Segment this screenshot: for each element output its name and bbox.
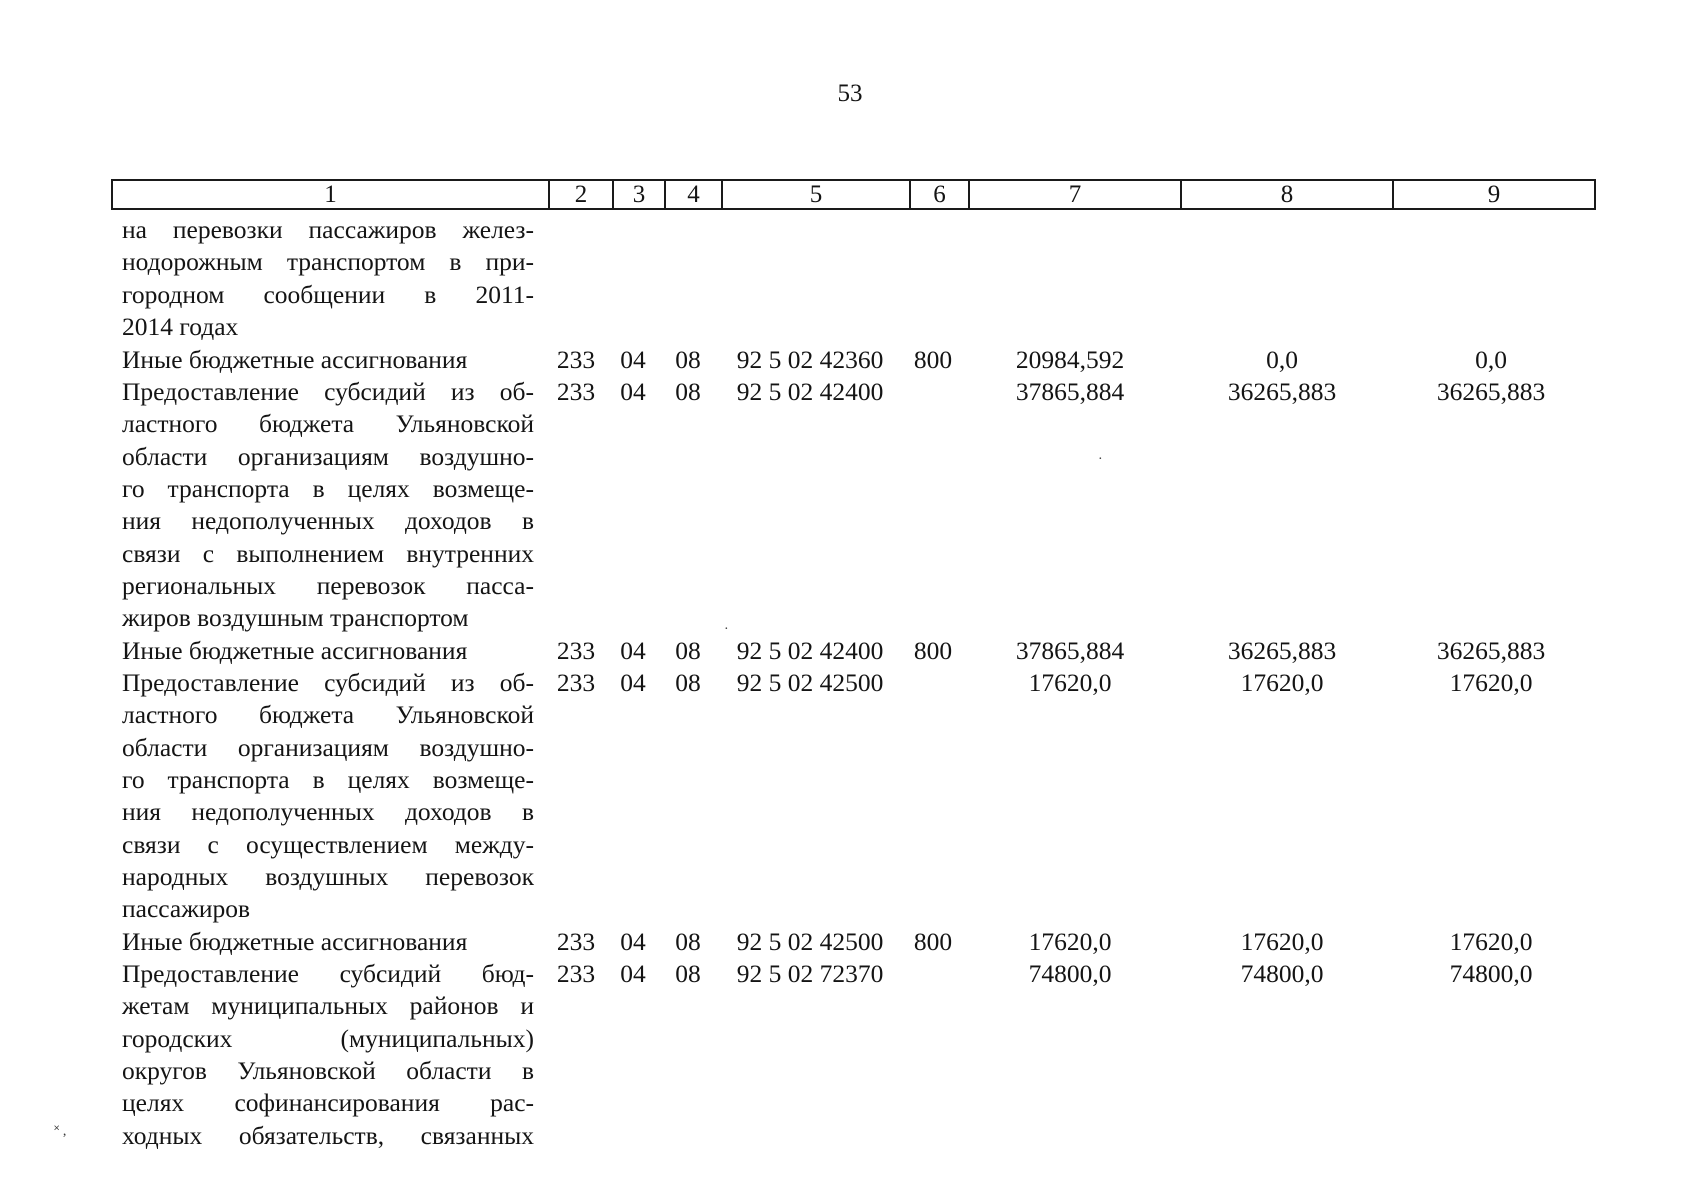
- header-col-8: 8: [1181, 180, 1393, 209]
- cell-col-2: 233: [556, 959, 596, 988]
- cell-col-7: 17620,0: [1028, 668, 1112, 697]
- cell-col-9: 36265,883: [1436, 636, 1546, 665]
- row-description-line: ния недополученных доходов в: [122, 797, 534, 826]
- cell-col-4: 08: [675, 345, 701, 374]
- cell-col-3: 04: [620, 345, 646, 374]
- cell-col-2: 233: [556, 345, 596, 374]
- row-description-line: го транспорта в целях возмеще-: [122, 765, 534, 794]
- scan-speck: ·: [724, 622, 729, 637]
- row-description-line: жетам муниципальных районов и: [122, 991, 534, 1020]
- cell-col-5: 92 5 02 42400: [736, 636, 884, 665]
- header-col-7: 7: [969, 180, 1181, 209]
- scan-speck: ·: [1098, 452, 1103, 467]
- cell-col-9: 36265,883: [1436, 377, 1546, 406]
- header-col-5: 5: [722, 180, 910, 209]
- continuation-line: городном сообщении в 2011-: [122, 280, 534, 309]
- cell-col-2: 233: [556, 668, 596, 697]
- row-description-line: го транспорта в целях возмеще-: [122, 474, 534, 503]
- cell-col-8: 74800,0: [1240, 959, 1324, 988]
- cell-col-7: 37865,884: [1015, 377, 1125, 406]
- continuation-line: нодорожным транспортом в при-: [122, 247, 534, 276]
- cell-col-3: 04: [620, 668, 646, 697]
- row-description-line: области организациям воздушно-: [122, 733, 534, 762]
- header-col-4: 4: [665, 180, 722, 209]
- row-description-line: связи с осуществлением между-: [122, 830, 534, 859]
- cell-col-8: 36265,883: [1227, 377, 1337, 406]
- row-description-line: Предоставление субсидий из об-: [122, 377, 534, 406]
- cell-col-2: 233: [556, 927, 596, 956]
- row-description-line: ния недополученных доходов в: [122, 506, 534, 535]
- cell-col-5: 92 5 02 42500: [736, 927, 884, 956]
- row-description-line: городских (муниципальных): [122, 1024, 534, 1053]
- cell-col-9: 0,0: [1475, 345, 1507, 374]
- header-col-3: 3: [613, 180, 665, 209]
- row-description-line: округов Ульяновской области в: [122, 1056, 534, 1085]
- page-number: 53: [837, 80, 863, 107]
- cell-col-7: 20984,592: [1015, 345, 1125, 374]
- cell-col-4: 08: [675, 636, 701, 665]
- cell-col-4: 08: [675, 959, 701, 988]
- cell-col-6: 800: [913, 927, 953, 956]
- cell-col-5: 92 5 02 72370: [736, 959, 884, 988]
- cell-col-8: 36265,883: [1227, 636, 1337, 665]
- cell-col-3: 04: [620, 927, 646, 956]
- row-description-line: ходных обязательств, связанных: [122, 1121, 534, 1150]
- row-description-line: Иные бюджетные ассигнования: [122, 927, 468, 956]
- cell-col-5: 92 5 02 42500: [736, 668, 884, 697]
- row-description-line: Предоставление субсидий бюд-: [122, 959, 534, 988]
- row-description-line: ластного бюджета Ульяновской: [122, 409, 534, 438]
- cell-col-2: 233: [556, 377, 596, 406]
- row-description-line: региональных перевозок пасса-: [122, 571, 534, 600]
- cell-col-8: 17620,0: [1240, 927, 1324, 956]
- cell-col-4: 08: [675, 668, 701, 697]
- row-description-line: связи с выполнением внутренних: [122, 539, 534, 568]
- cell-col-2: 233: [556, 636, 596, 665]
- continuation-line: 2014 годах: [122, 312, 239, 341]
- cell-col-9: 17620,0: [1449, 927, 1533, 956]
- cell-col-7: 37865,884: [1015, 636, 1125, 665]
- cell-col-8: 0,0: [1266, 345, 1298, 374]
- row-description-line: целях софинансирования рас-: [122, 1088, 534, 1117]
- cell-col-4: 08: [675, 377, 701, 406]
- header-col-1: 1: [112, 180, 549, 209]
- scan-speck: ˟ ,: [54, 1124, 67, 1139]
- continuation-line: на перевозки пассажиров желез-: [122, 215, 534, 244]
- cell-col-8: 17620,0: [1240, 668, 1324, 697]
- header-col-9: 9: [1393, 180, 1595, 209]
- row-description-line: ластного бюджета Ульяновской: [122, 700, 534, 729]
- cell-col-5: 92 5 02 42360: [736, 345, 884, 374]
- row-description-line: жиров воздушным транспортом: [122, 603, 469, 632]
- cell-col-4: 08: [675, 927, 701, 956]
- cell-col-6: 800: [913, 345, 953, 374]
- cell-col-3: 04: [620, 636, 646, 665]
- header-col-6: 6: [910, 180, 969, 209]
- row-description-line: области организациям воздушно-: [122, 442, 534, 471]
- cell-col-3: 04: [620, 959, 646, 988]
- header-col-2: 2: [549, 180, 613, 209]
- row-description-line: народных воздушных перевозок: [122, 862, 534, 891]
- cell-col-5: 92 5 02 42400: [736, 377, 884, 406]
- row-description-line: Иные бюджетные ассигнования: [122, 636, 468, 665]
- cell-col-7: 74800,0: [1028, 959, 1112, 988]
- cell-col-7: 17620,0: [1028, 927, 1112, 956]
- cell-col-6: 800: [913, 636, 953, 665]
- row-description-line: Предоставление субсидий из об-: [122, 668, 534, 697]
- cell-col-9: 17620,0: [1449, 668, 1533, 697]
- cell-col-3: 04: [620, 377, 646, 406]
- row-description-line: пассажиров: [122, 894, 251, 923]
- row-description-line: Иные бюджетные ассигнования: [122, 345, 468, 374]
- cell-col-9: 74800,0: [1449, 959, 1533, 988]
